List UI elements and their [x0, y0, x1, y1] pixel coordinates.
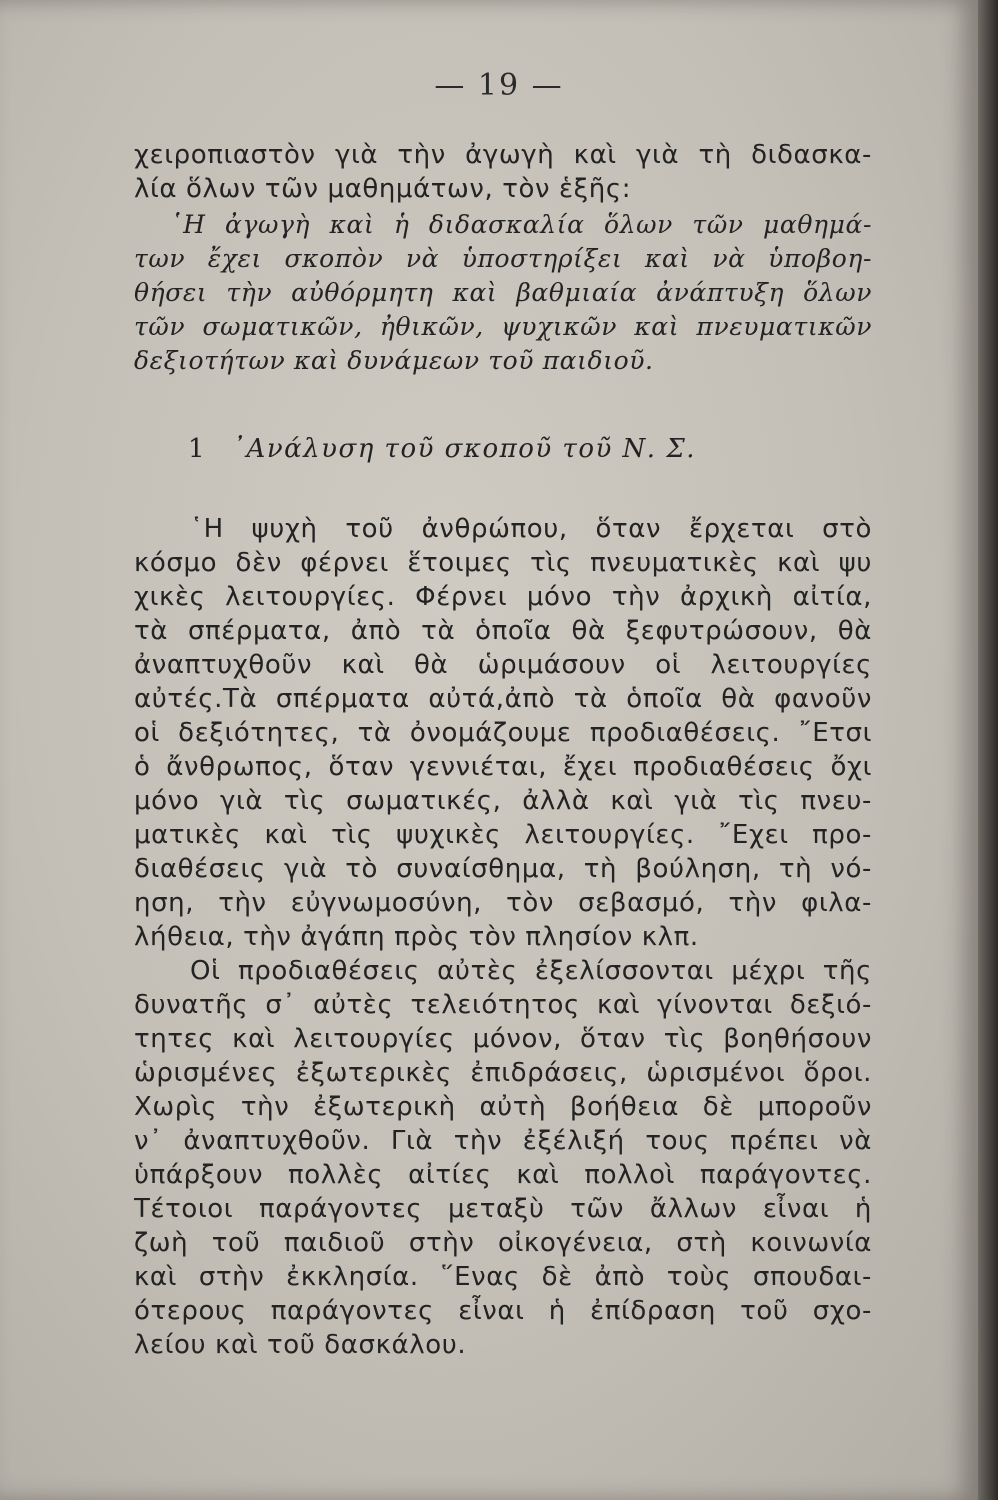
definition-paragraph — [134, 208, 872, 378]
text-line: ὡρισμένες ἐξωτερικὲς ἐπιδράσεις, ὡρισμένοι ὅροι. — [134, 1058, 872, 1088]
text-line: κόσμο δὲν φέρνει ἕτοιμες τὶς πνευματικὲς καὶ ψυ — [134, 548, 872, 578]
text-line: Τέτοιοι παράγοντες μεταξὺ τῶν ἄλλων εἶναι ἡ — [134, 1194, 872, 1224]
text-line: ἀναπτυχθοῦν καὶ θὰ ὡριμάσουν οἱ λειτουργίες — [134, 650, 872, 680]
text-line: λείου καὶ τοῦ δασκάλου. — [134, 1330, 467, 1360]
text-line: οἱ δεξιότητες, τὰ ὀνομάζουμε προδιαθέσεις. ῎Ετσι — [134, 718, 872, 748]
text-line: διαθέσεις γιὰ τὸ συναίσθημα, τὴ βούληση, τὴ νό- — [134, 854, 872, 884]
text-line: ν᾿ ἀναπτυχθοῦν. Γιὰ τὴν ἐξέλιξή τους πρέπει νὰ — [134, 1126, 872, 1156]
text-line: Οἱ προδιαθέσεις αὐτὲς ἐξελίσσονται μέχρι τῆς — [190, 956, 872, 986]
book-spine-shadow — [978, 0, 998, 1500]
text-line: τὰ σπέρματα, ἀπὸ τὰ ὁποῖα θὰ ξεφυτρώσουν, θὰ — [134, 616, 872, 646]
text-line: ματικὲς καὶ τὶς ψυχικὲς λειτουργίες. ῎Εχει προ- — [134, 820, 872, 850]
section-number: 1 — [188, 434, 207, 464]
text-line: των ἔχει σκοπὸν νὰ ὑποστηρίξει καὶ νὰ ὑποβοη- — [134, 244, 872, 273]
text-line: ζωὴ τοῦ παιδιοῦ στὴν οἰκογένεια, στὴ κοινωνία — [134, 1228, 872, 1258]
text-line: μόνο γιὰ τὶς σωματικές, ἀλλὰ καὶ γιὰ τὶς πνευ- — [134, 786, 872, 816]
text-line: ὑπάρξουν πολλὲς αἰτίες καὶ πολλοὶ παράγοντες. — [134, 1160, 872, 1190]
text-line: δεξιοτήτων καὶ δυνάμεων τοῦ παιδιοῦ. — [134, 346, 654, 375]
section-heading — [188, 434, 696, 464]
text-line: λήθεια, τὴν ἀγάπη πρὸς τὸν πλησίον κλπ. — [134, 922, 699, 952]
text-line: αὐτές.Τὰ σπέρματα αὐτά,ἀπὸ τὰ ὁποῖα θὰ φανοῦν — [134, 684, 872, 714]
body-paragraph — [134, 512, 872, 1362]
intro-paragraph — [134, 138, 872, 206]
text-line: χειροπιαστὸν γιὰ τὴν ἀγωγὴ καὶ γιὰ τὴ διδασκα- — [134, 140, 872, 170]
text-line: χικὲς λειτουργίες. Φέρνει μόνο τὴν ἀρχικὴ αἰτία, — [134, 582, 872, 612]
text-line: ῾Η ἀγωγὴ καὶ ἡ διδασκαλία ὅλων τῶν μαθημά- — [170, 210, 872, 239]
text-line: ότερους παράγοντες εἶναι ἡ ἐπίδραση τοῦ σχο- — [134, 1296, 872, 1326]
text-line: τῶν σωματικῶν, ἠθικῶν, ψυχικῶν καὶ πνευματικῶν — [134, 312, 872, 341]
text-line: λία ὅλων τῶν μαθημάτων, τὸν ἑξῆς: — [134, 174, 632, 204]
page-number: — 19 — — [434, 68, 564, 103]
text-line: ὁ ἄνθρωπος, ὅταν γεννιέται, ἔχει προδιαθέσεις ὄχι — [134, 752, 872, 782]
section-title: ᾿Ανάλυση τοῦ σκοποῦ τοῦ Ν. Σ. — [232, 434, 696, 464]
text-line: καὶ στὴν ἐκκλησία. ῞Ενας δὲ ἀπὸ τοὺς σπουδαι- — [134, 1262, 872, 1292]
text-line: Χωρὶς τὴν ἐξωτερικὴ αὐτὴ βοήθεια δὲ μποροῦν — [134, 1092, 872, 1122]
text-line: θήσει τὴν αὐθόρμητη καὶ βαθμιαία ἀνάπτυξη ὅλων — [134, 278, 872, 307]
text-line: τητες καὶ λειτουργίες μόνον, ὅταν τὶς βοηθήσουν — [134, 1024, 872, 1054]
text-line: ηση, τὴν εὐγνωμοσύνη, τὸν σεβασμό, τὴν φιλα- — [134, 888, 872, 918]
text-line: δυνατῆς σ᾿ αὐτὲς τελειότητος καὶ γίνονται δεξιό- — [134, 990, 872, 1020]
text-line: ῾Η ψυχὴ τοῦ ἀνθρώπου, ὅταν ἔρχεται στὸ — [190, 514, 872, 544]
